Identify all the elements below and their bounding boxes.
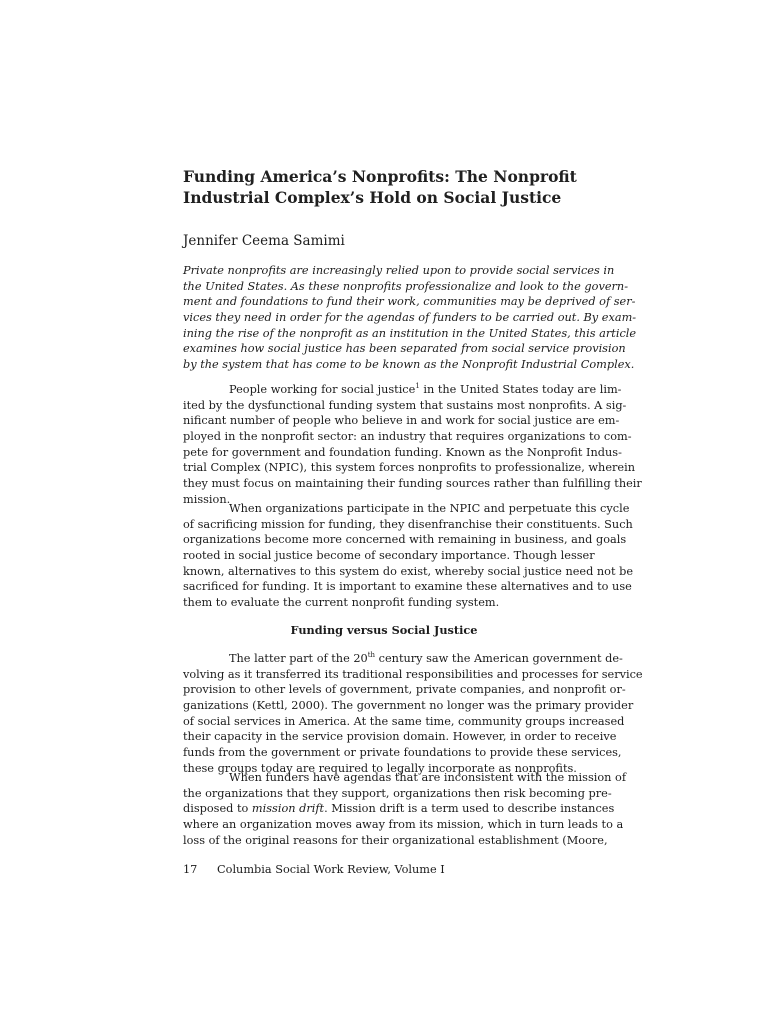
abstract-line: the United States. As these nonprofits professionalize and look to the govern- — [183, 279, 629, 293]
abstract-line: by the system that has come to be known as the Nonprofit Industrial Complex. — [183, 358, 635, 372]
title-line: Funding America’s Nonprofits: The Nonprofit — [183, 167, 577, 186]
body-line: provision to other levels of government, private companies, and nonprofit or- — [183, 683, 626, 697]
body-paragraph-3 — [183, 651, 643, 777]
body-line: the organizations that they support, organizations then risk becoming pre- — [183, 786, 612, 800]
abstract-line: ment and foundations to fund their work, communities may be deprived of ser- — [183, 295, 636, 309]
body-paragraph-1 — [183, 382, 642, 508]
body-line: ployed in the nonprofit sector: an industry that requires organizations to com- — [183, 430, 632, 444]
title-line: Industrial Complex’s Hold on Social Justice — [183, 188, 562, 207]
page-footer — [183, 862, 445, 878]
body-text: in the United States today are lim- — [419, 383, 622, 396]
body-line — [183, 651, 623, 667]
body-paragraph-2 — [183, 501, 634, 611]
abstract-line: vices they need in order for the agendas of funders to be carried out. By exam- — [183, 311, 637, 325]
body-line: When funders have agendas that are inconsistent with the mission of — [229, 771, 627, 784]
body-line — [183, 382, 622, 398]
page-number: 17 — [183, 863, 198, 876]
abstract-line: examines how social justice has been separated from social service provision — [183, 342, 626, 356]
body-line: of sacrificing mission for funding, they disenfranchise their constituents. Such — [183, 517, 633, 531]
body-line: ited by the dysfunctional funding system that sustains most nonprofits. A sig- — [183, 398, 627, 412]
body-paragraph-4 — [183, 770, 627, 848]
author-name: Jennifer Ceema Samimi — [183, 233, 345, 249]
body-line: where an organization moves away from its mission, which in turn leads to a — [183, 818, 624, 832]
abstract-line: Private nonprofits are increasingly relied upon to provide social services in — [183, 264, 615, 277]
body-text: The latter part of the 20 — [229, 652, 368, 665]
body-line: When organizations participate in the NPIC and perpetuate this cycle — [229, 502, 630, 515]
footnote-marker[interactable]: 1 — [415, 382, 420, 391]
body-line: trial Complex (NPIC), this system forces nonprofits to professionalize, wherein — [183, 461, 635, 475]
ordinal-suffix: th — [367, 651, 376, 660]
body-line: funds from the government or private foundations to provide these services, — [183, 746, 622, 760]
body-line: ganizations (Kettl, 2000). The government no longer was the primary provider — [183, 699, 634, 713]
emphasis-term: mission drift — [251, 802, 325, 816]
body-text: disposed to — [183, 802, 252, 816]
body-text: People working for social justice — [229, 383, 416, 396]
section-heading: Funding versus Social Justice — [290, 623, 478, 637]
article-title — [183, 166, 623, 208]
body-line: pete for government and foundation funding. Known as the Nonprofit Indus- — [183, 445, 622, 459]
body-line: known, alternatives to this system do exist, whereby social justice need not be — [183, 564, 634, 578]
body-line: mission. — [183, 492, 231, 506]
journal-name: Columbia Social Work Review, Volume I — [217, 863, 445, 876]
body-line: nificant number of people who believe in and work for social justice are em- — [183, 414, 620, 428]
body-line: volving as it transferred its traditional responsibilities and processes for service — [183, 667, 643, 681]
body-line: these groups today are required to legally incorporate as nonprofits. — [183, 761, 577, 775]
body-line: their capacity in the service provision domain. However, in order to receive — [183, 730, 617, 744]
body-line: rooted in social justice become of secondary importance. Though lesser — [183, 549, 595, 563]
body-text: . Mission drift is a term used to describe instances — [324, 802, 615, 816]
abstract — [183, 263, 637, 373]
body-line: sacrificed for funding. It is important to examine these alternatives and to use — [183, 580, 632, 594]
body-line: them to evaluate the current nonprofit funding system. — [183, 596, 500, 610]
body-line: of social services in America. At the same time, community groups increased — [183, 714, 625, 728]
abstract-line: ining the rise of the nonprofit as an institution in the United States, this article — [183, 326, 637, 340]
body-line: organizations become more concerned with remaining in business, and goals — [183, 533, 627, 547]
body-line: loss of the original reasons for their organizational establishment (Moore, — [183, 833, 608, 847]
body-line: they must focus on maintaining their funding sources rather than fulfilling their — [183, 477, 642, 491]
body-line — [183, 801, 615, 817]
body-text: century saw the American government de- — [375, 652, 623, 665]
